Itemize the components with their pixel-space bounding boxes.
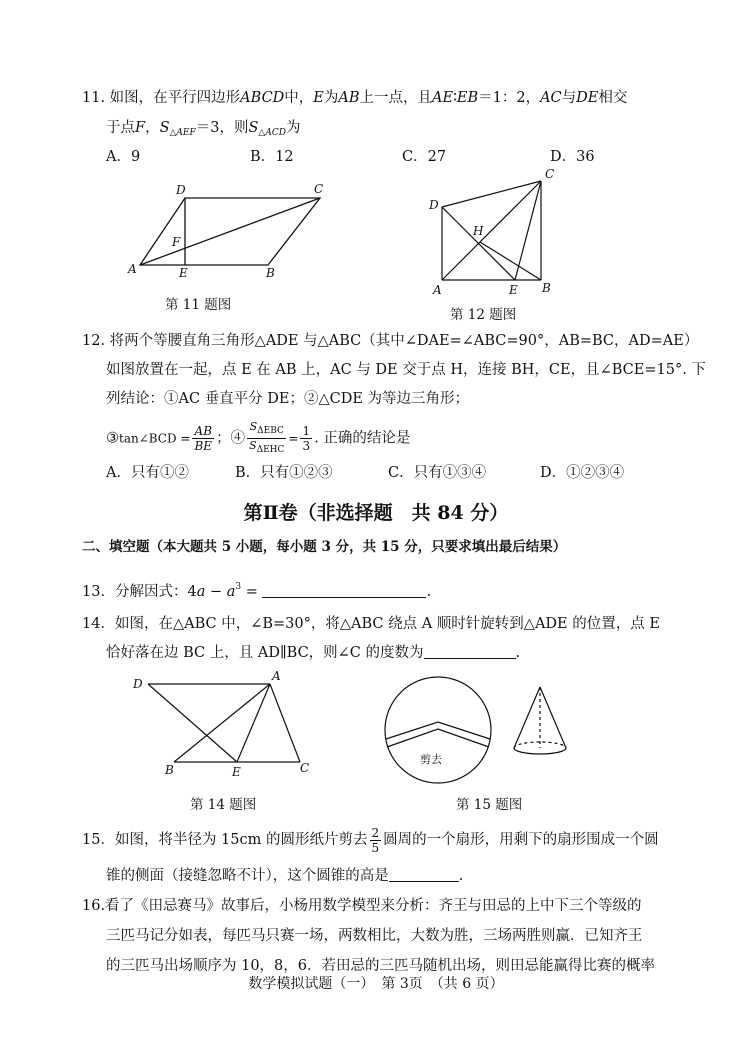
q15-line1: 15．如图，将半径为 15cm 的圆形纸片剪去 $\frac{2}{5}$ 圆周的一个扇形，用剩下的扇形围成一个圆 xyxy=(82,825,659,855)
q11-line1: 11. 如图，在平行四边形ABCD中，E为AB上一点，且AE∶EB＝1：2，AC与DE相交 xyxy=(82,90,628,106)
q12-segment-dc xyxy=(442,181,541,207)
q14-caption: 第 14 题图 xyxy=(190,797,257,813)
q14-segment-de xyxy=(148,684,237,762)
q15-frac-two-fifths: $\frac{2}{5}$ xyxy=(371,825,380,855)
q14-segment-ac xyxy=(270,684,300,762)
q12-label-c: C xyxy=(545,167,555,181)
q11-figure xyxy=(120,180,340,280)
q11-option-a: A．9 xyxy=(106,149,141,165)
q11-label-d: D xyxy=(176,183,186,197)
q15-cone-base-front xyxy=(514,748,566,754)
q12-option-c: C．只有①③④ xyxy=(388,465,487,481)
q15-sector-cut-outer xyxy=(386,722,490,739)
q12-figure xyxy=(425,165,565,300)
q11-label-e: E xyxy=(179,266,188,280)
q12-caption: 第 12 题图 xyxy=(450,307,517,323)
q15-figure xyxy=(380,675,610,790)
q11-label-f: F xyxy=(172,235,181,249)
q14-segment-ae xyxy=(237,684,270,762)
q13: 13．分解因式：$4a - a^3$ = . xyxy=(82,582,432,600)
q12-label-e: E xyxy=(509,283,518,297)
q16-line2: 三匹马记分如表，每匹马只赛一场，两数相比，大数为胜，三场两胜则赢．已知齐王 xyxy=(106,928,643,944)
q15-sector-cut-inner xyxy=(387,729,489,747)
q15-cut-label: 剪去 xyxy=(420,753,442,766)
q14-label-a: A xyxy=(272,669,281,683)
q14-label-c: C xyxy=(300,761,310,775)
q12-line2: 如图放置在一起，点 E 在 AB 上，AC 与 DE 交于点 H，连接 BH，CE，且∠BCE=15°. 下 xyxy=(106,362,706,378)
q15-line2: 锥的侧面（接缝忽略不计），这个圆锥的高是 . xyxy=(106,868,464,884)
q12-frac-areas: $\frac{S_{\Delta EBC}}{S_{\Delta EHC}}$ xyxy=(249,420,285,455)
q12-line3: 列结论：①AC 垂直平分 DE；②△CDE 为等边三角形； xyxy=(106,391,470,407)
q14-figure xyxy=(130,670,320,780)
part2-heading: 二、填空题（本大题共 5 小题，每小题 3 分，共 15 分，只要求填出最后结果） xyxy=(82,539,567,555)
q12-segment-ce xyxy=(515,181,541,280)
q15-paper-circle xyxy=(385,677,491,783)
q11-label-b: B xyxy=(266,266,275,280)
q16-line1: 16.看了《田忌赛马》故事后，小杨用数学模型来分析：齐王与田忌的上中下三个等级的 xyxy=(82,898,642,914)
q14-label-e: E xyxy=(232,765,241,779)
q12-label-a: A xyxy=(433,283,442,297)
q15-answer-blank[interactable] xyxy=(389,867,459,882)
q11-option-d: D．36 xyxy=(550,149,595,165)
q12-label-b: B xyxy=(542,281,551,295)
q16-line3: 的三匹马出场顺序为 10，8，6．若田忌的三匹马随机出场，则田忌能赢得比赛的概率 xyxy=(106,958,656,974)
q14-answer-blank[interactable] xyxy=(424,644,516,659)
q15-cone-left-edge xyxy=(514,687,540,748)
page-footer: 数学模拟试题（一） 第 3页 （共 6 页） xyxy=(248,976,504,992)
q12-label-h: H xyxy=(473,224,484,238)
q12-option-b: B．只有①②③ xyxy=(235,465,333,481)
q12-line1: 12. 将两个等腰直角三角形△ADE 与△ABC（其中∠DAE=∠ABC=90°，AB=BC，AD=AE） xyxy=(82,333,699,349)
q11-caption: 第 11 题图 xyxy=(165,297,232,313)
q12-line4: ③tan∠BCD = $\frac{AB}{BE}$ ；④ $\frac{S_{\Delta EBC}}{S_{\Delta EHC}}$ = $\frac{1}{3}$ . 正确的结论是 xyxy=(106,420,411,455)
q12-option-d: D．①②③④ xyxy=(540,465,625,481)
q15-cone-right-edge xyxy=(540,687,566,748)
q14-label-b: B xyxy=(165,763,174,777)
q12-label-d: D xyxy=(429,198,439,212)
q11-option-b: B．12 xyxy=(250,149,294,165)
q11-label-a: A xyxy=(128,262,137,276)
q14-label-d: D xyxy=(133,677,143,691)
section-title: 第Ⅱ卷（非选择题 共 84 分） xyxy=(243,502,509,524)
q12-segment-ac xyxy=(442,181,541,280)
q11-label-c: C xyxy=(314,182,324,196)
q14-line2: 恰好落在边 BC 上，且 AD∥BC，则∠C 的度数为 . xyxy=(106,645,521,661)
q11-diagonal-ac xyxy=(140,198,320,265)
q11-line2: 于点F，$S_{\triangle AEF}=3$，则$S_{\triangle ACD}$为 xyxy=(106,120,301,138)
q14-segment-ab xyxy=(174,684,270,762)
q12-segment-hb xyxy=(480,242,541,280)
q13-answer-blank[interactable] xyxy=(262,583,426,598)
q11-option-c: C．27 xyxy=(402,149,447,165)
q14-line1: 14．如图，在△ABC 中，∠B=30°，将△ABC 绕点 A 顺时针旋转到△ADE 的位置，点 E xyxy=(82,616,660,632)
q12-frac-ab-be: $\frac{AB}{BE}$ xyxy=(194,424,213,453)
q12-option-a: A．只有①② xyxy=(106,465,189,481)
q12-frac-one-third: $\frac{1}{3}$ xyxy=(302,424,311,453)
q15-caption: 第 15 题图 xyxy=(456,797,523,813)
